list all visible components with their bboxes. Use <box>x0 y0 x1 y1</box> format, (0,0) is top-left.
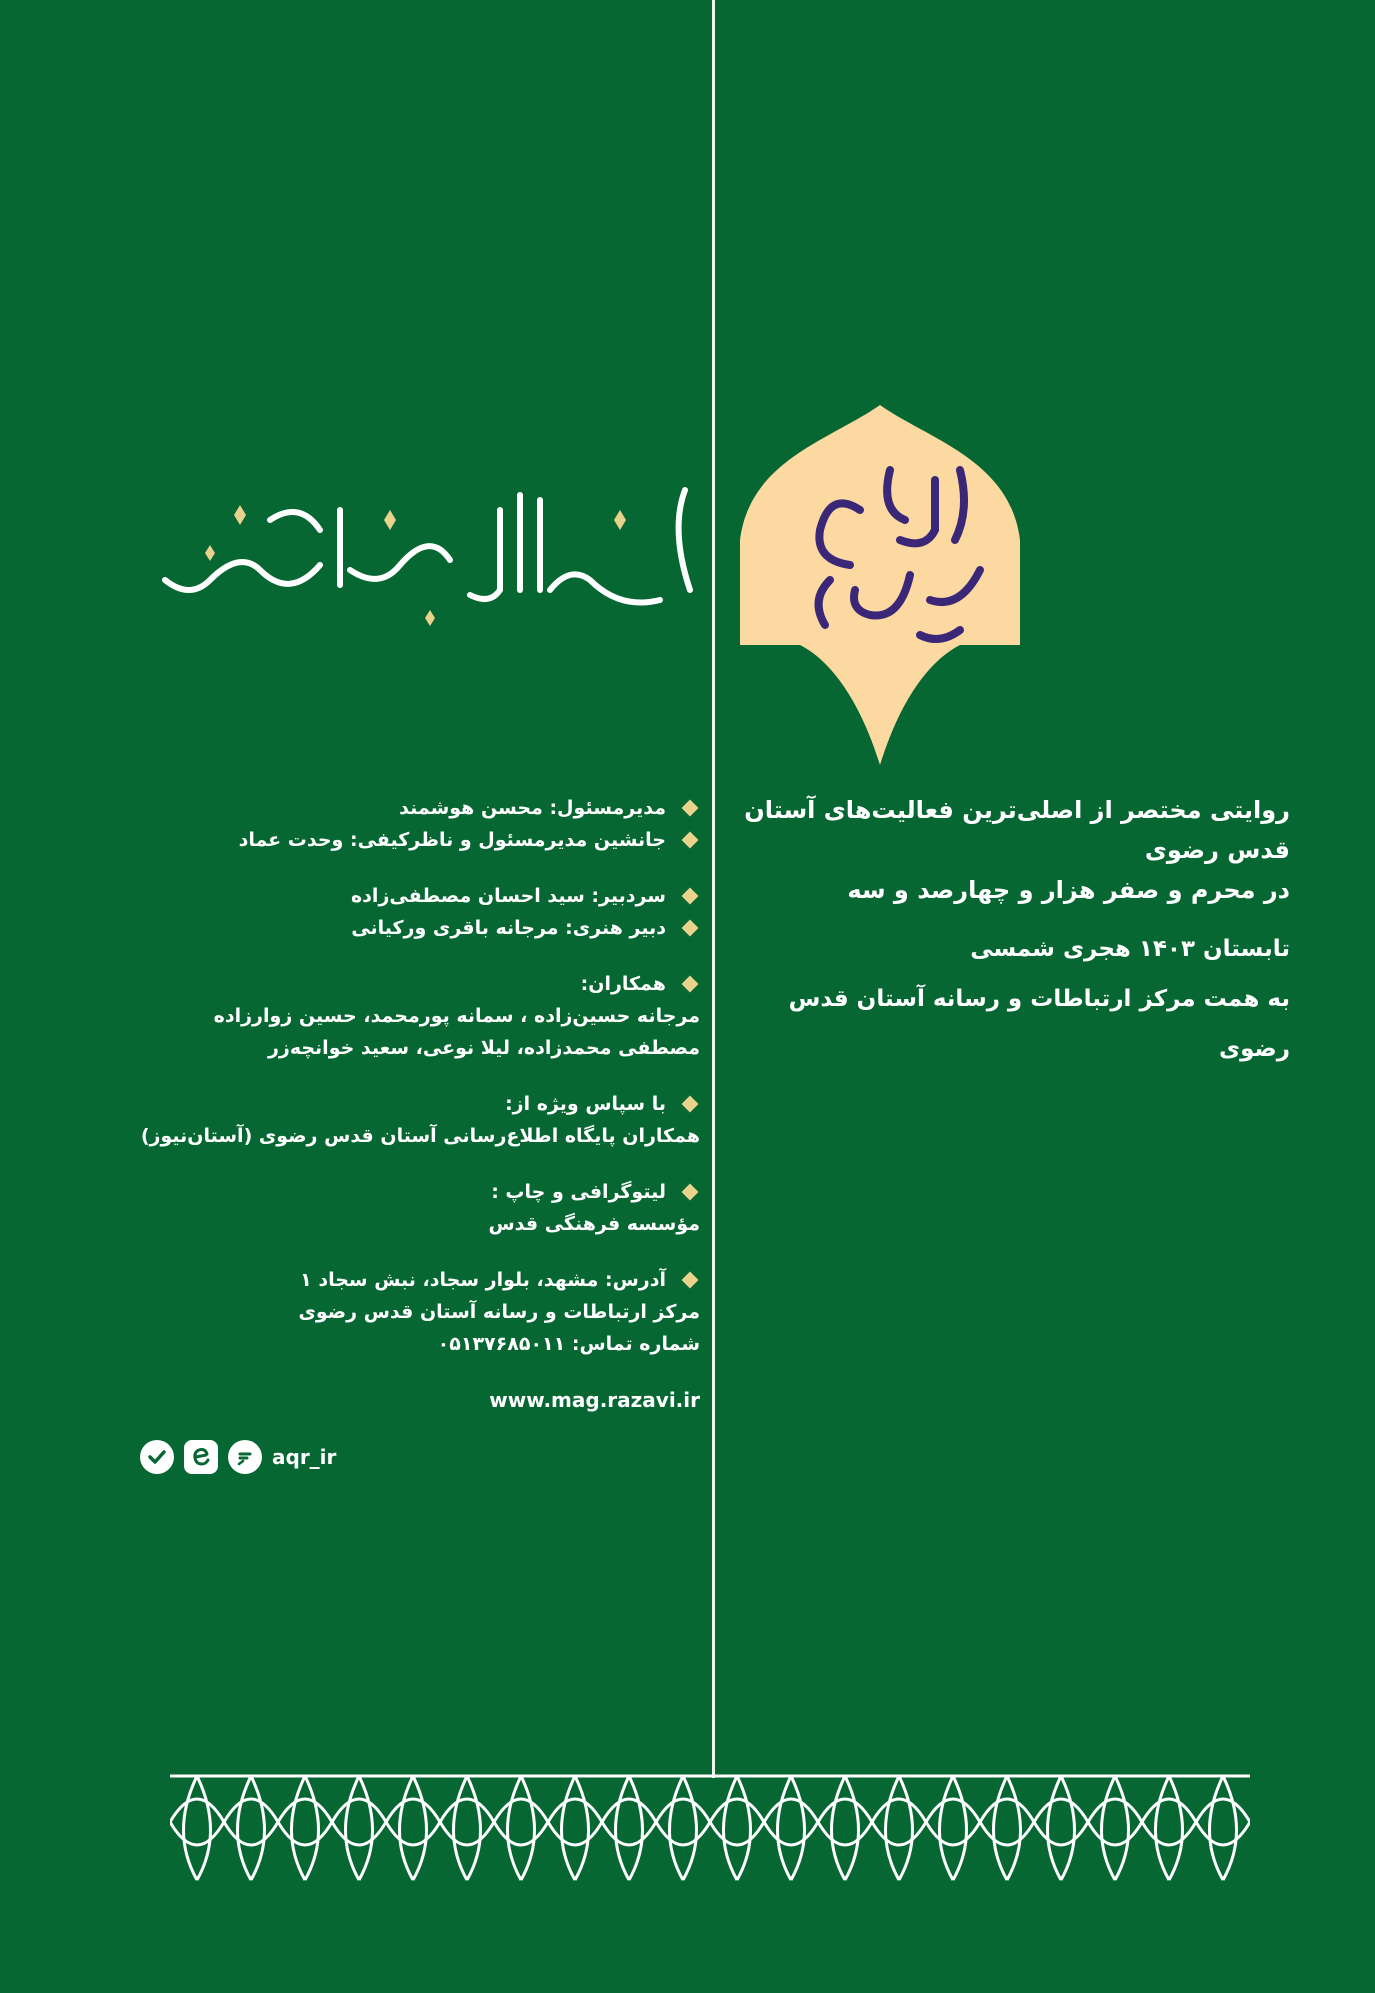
publication-description <box>730 790 1290 1074</box>
diamond-bullet-icon <box>682 1272 699 1289</box>
arch-pattern-art <box>170 1772 1250 1882</box>
address-line-3: شماره تماس: ۰۵۱۳۷۶۸۵۰۱۱ <box>437 1333 700 1355</box>
colleagues-line-2: مصطفی محمدزاده، لیلا نوعی، سعید خوانچه‌زر <box>267 1037 700 1059</box>
season-line: تابستان ۱۴۰۳ هجری شمسی <box>970 936 1290 962</box>
credit-item <box>140 1264 700 1296</box>
center-divider <box>712 0 715 1778</box>
print-group <box>140 1176 700 1240</box>
diamond-bullet-icon <box>682 832 699 849</box>
diamond-bullet-icon <box>682 1096 699 1113</box>
thanks-title: با سپاس ویژه از: <box>505 1093 666 1115</box>
address-line-1: آدرس: مشهد، بلوار سجاد، نبش سجاد ۱ <box>300 1269 666 1291</box>
bismillah-text: بسم الله الرحمن الرحیم <box>430 625 441 626</box>
chat-icon[interactable] <box>228 1440 262 1474</box>
address-line-2: مرکز ارتباطات و رسانه آستان قدس رضوی <box>298 1301 700 1323</box>
deputy-text: جانشین مدیرمسئول و ناظرکیفی: وحدت عماد <box>238 829 666 851</box>
diamond-bullet-icon <box>682 920 699 937</box>
arch-pattern <box>170 1772 1250 1882</box>
colleagues-title: همکاران: <box>580 973 666 995</box>
diamond-bullet-icon <box>682 976 699 993</box>
social-row <box>140 1440 700 1474</box>
website-link[interactable]: www.mag.razavi.ir <box>489 1388 700 1412</box>
print-title: لیتوگرافی و چاپ : <box>491 1181 666 1203</box>
editor-text: سردبیر: سید احسان مصطفی‌زاده <box>350 885 666 907</box>
editorial-group <box>140 880 700 944</box>
thanks-line-1: همکاران پایگاه اطلاع‌رسانی آستان قدس رضوی (آستان‌نیوز) <box>140 1125 700 1147</box>
director-text: مدیرمسئول: محسن هوشمند <box>399 797 666 819</box>
credit-item <box>140 912 700 944</box>
management-group <box>140 792 700 856</box>
address-group <box>140 1264 700 1360</box>
revayat-khedmat-logo <box>730 400 1030 770</box>
credit-item <box>140 968 700 1000</box>
bismillah-calligraphy <box>150 470 710 630</box>
description-line-2: در محرم و صفر هزار و چهارصد و سه <box>847 876 1290 904</box>
sponsor-line: به همت مرکز ارتباطات و رسانه آستان قدس رضوی <box>788 986 1290 1062</box>
print-line-1: مؤسسه فرهنگی قدس <box>488 1213 700 1235</box>
description-line-1: روایتی مختصر از اصلی‌ترین فعالیت‌های آستان قدس رضوی <box>744 796 1290 864</box>
credit-item <box>140 824 700 856</box>
credits-column <box>140 792 700 1474</box>
logo-text: روایت خدمت <box>880 760 886 761</box>
colleagues-line-1: مرجانه حسین‌زاده ، سمانه پورمحمد، حسین زوارزاده <box>213 1005 700 1027</box>
credit-item <box>140 1088 700 1120</box>
eitaa-icon[interactable] <box>184 1440 218 1474</box>
social-handle[interactable]: aqr_ir <box>272 1445 337 1469</box>
credit-item <box>140 1176 700 1208</box>
logo-emblem <box>730 400 1030 770</box>
bismillah-art <box>150 470 710 630</box>
diamond-bullet-icon <box>682 888 699 905</box>
thanks-group <box>140 1088 700 1152</box>
art-director-text: دبیر هنری: مرجانه باقری ورکیانی <box>351 917 666 939</box>
diamond-bullet-icon <box>682 800 699 817</box>
colleagues-group <box>140 968 700 1064</box>
checkmark-icon[interactable] <box>140 1440 174 1474</box>
credit-item <box>140 880 700 912</box>
diamond-bullet-icon <box>682 1184 699 1201</box>
credit-item <box>140 792 700 824</box>
